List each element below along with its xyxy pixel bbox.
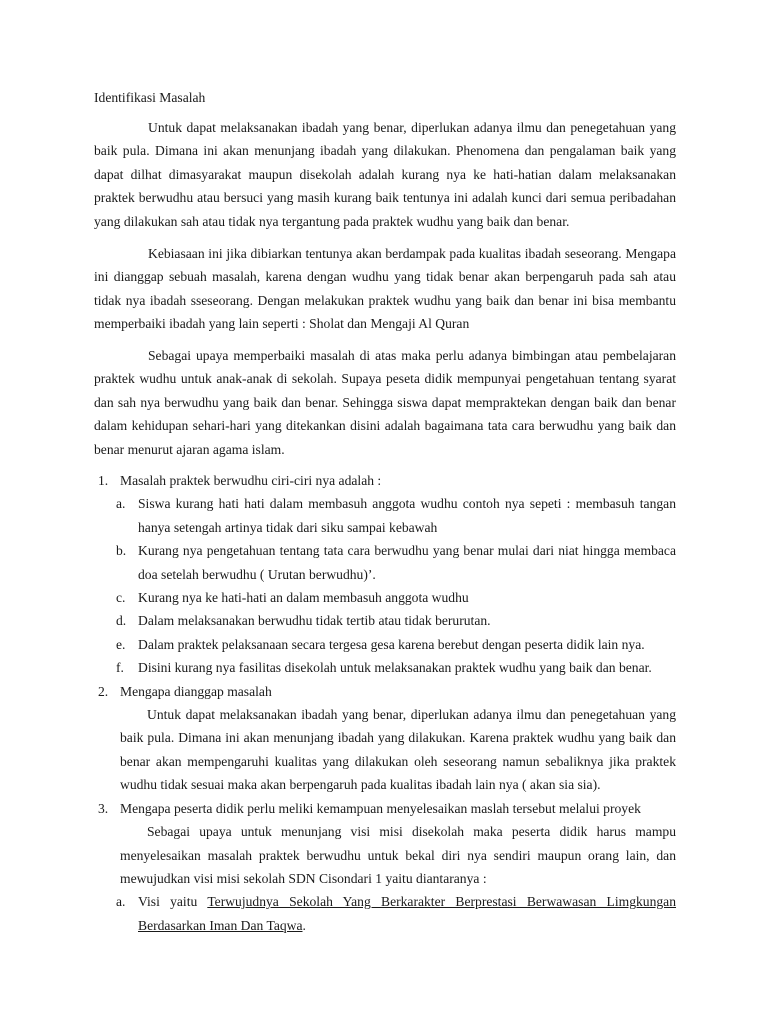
visi-statement: Terwujudnya Sekolah Yang Berkarakter Berprestasi Berwawasan Limgkungan Berdasarkan Iman Dan Taqwa (138, 894, 677, 933)
list-item-2 (94, 680, 676, 703)
list-item-text: Mengapa dianggap masalah (120, 683, 272, 699)
sub-letter: c. (116, 590, 126, 606)
list-item-text: Masalah praktek berwudhu ciri-ciri nya adalah : (120, 473, 382, 488)
sub-item-f (94, 656, 676, 679)
sub-letter: a. (116, 496, 126, 512)
sub-letter: b. (116, 543, 127, 559)
sub-item-d (94, 609, 676, 632)
sub-item-text: Kurang nya ke hati-hati an dalam membasuh anggota wudhu (138, 590, 469, 606)
list-item-1 (94, 469, 676, 492)
sub-letter: d. (116, 613, 127, 629)
paragraph-2: Kebiasaan ini jika dibiarkan tentunya akan berdampak pada kualitas ibadah seseorang. Mengapa ini dianggap sebuah masalah, karena dengan wudhu yang tidak benar akan berpengaruh pada sah atau tidak nya ibadah sseseorang. Dengan melakukan praktek wudhu yang baik dan benar ini bisa membantu memperbaiki ibadah yang lain seperti : Sholat dan Mengaji Al Quran (94, 246, 676, 332)
sub-letter: a. (116, 894, 126, 910)
sub-item-c (94, 586, 676, 609)
visi-prefix: Visi yaitu (138, 894, 208, 910)
list-item-2-paragraph: Untuk dapat melaksanakan ibadah yang benar, diperlukan adanya ilmu dan penegetahuan yang baik pula. Dimana ini akan menunjang ibadah yang dilakukan. Karena praktek wudhu yang baik dan benar akan mempengaruhi kualitas yang dilakukan oleh seseorang namun sebaliknya jika praktek wudhu tidak sesuai maka akan berpengaruh pada kualitas ibadah lain nya ( akan sia sia). (120, 707, 676, 793)
sub-letter: e. (116, 636, 126, 652)
list-number: 3. (98, 800, 109, 816)
sub-item-text: Siswa kurang hati hati dalam membasuh anggota wudhu contoh nya sepeti : membasuh tangan hanya setengah artinya tidak dari siku sampai kebawah (138, 496, 676, 535)
list-item-3 (94, 797, 676, 820)
sub-item-text: Kurang nya pengetahuan tentang tata cara berwudhu yang benar mulai dari niat hingga membaca doa setelah berwudhu ( Urutan berwudhu)’. (138, 543, 676, 582)
sub-letter: f. (116, 660, 124, 676)
sub-item-text: Disini kurang nya fasilitas disekolah untuk melaksanakan praktek wudhu yang baik dan benar. (138, 660, 652, 676)
sub-list-1 (94, 492, 676, 679)
sub-item-visi (94, 890, 676, 937)
sub-item-text: Dalam praktek pelaksanaan secara tergesa gesa karena berebut dengan peserta didik lain nya. (138, 636, 645, 652)
document-title: Identifikasi Masalah (94, 90, 206, 105)
paragraph-1: Untuk dapat melaksanakan ibadah yang benar, diperlukan adanya ilmu dan penegetahuan yang baik pula. Dimana ini akan menunjang ibadah yang dilakukan. Phenomena dan pengalaman baik yang dapat dilhat dimasyarakat maupun disekolah adalah kurang nya ke hati-hatian dalam melaksanakan praktek berwudhu atau bersuci yang masih kurang baik tentunya ini adalah kunci dari semua peribadahan yang dilakukan sah atau tidak nya tergantung pada praktek wudhu yang baik dan benar. (94, 120, 676, 229)
list-number: 1. (98, 473, 109, 488)
sub-item-a (94, 492, 676, 539)
list-item-text: Mengapa peserta didik perlu meliki kemampuan menyelesaikan maslah tersebut melalui proyek (120, 800, 641, 816)
sub-item-b (94, 539, 676, 586)
paragraph-3: Sebagai upaya memperbaiki masalah di atas maka perlu adanya bimbingan atau pembelajaran praktek wudhu untuk anak-anak di sekolah. Supaya peseta didik mempunyai pengetahuan tentang syarat dan sah nya berwudhu yang baik dan benar. Sehingga siswa dapat mempraktekan dengan baik dan benar dalam kehidupan sehari-hari yang ditekankan disini adalah bagaimana tata cara berwudhu yang baik dan benar menurut ajaran agama islam. (94, 348, 676, 457)
list-number: 2. (98, 683, 109, 699)
list-item-3-paragraph: Sebagai upaya untuk menunjang visi misi disekolah maka peserta didik harus mampu menyelesaikan masalah praktek berwudhu untuk bekal diri nya sendiri maupun orang lain, dan mewujudkan visi misi sekolah SDN Cisondari 1 yaitu diantaranya : (120, 824, 676, 886)
numbered-list (94, 469, 676, 937)
visi-suffix: . (302, 917, 306, 933)
sub-item-text: Dalam melaksanakan berwudhu tidak tertib atau tidak berurutan. (138, 613, 491, 629)
sub-item-e (94, 633, 676, 656)
